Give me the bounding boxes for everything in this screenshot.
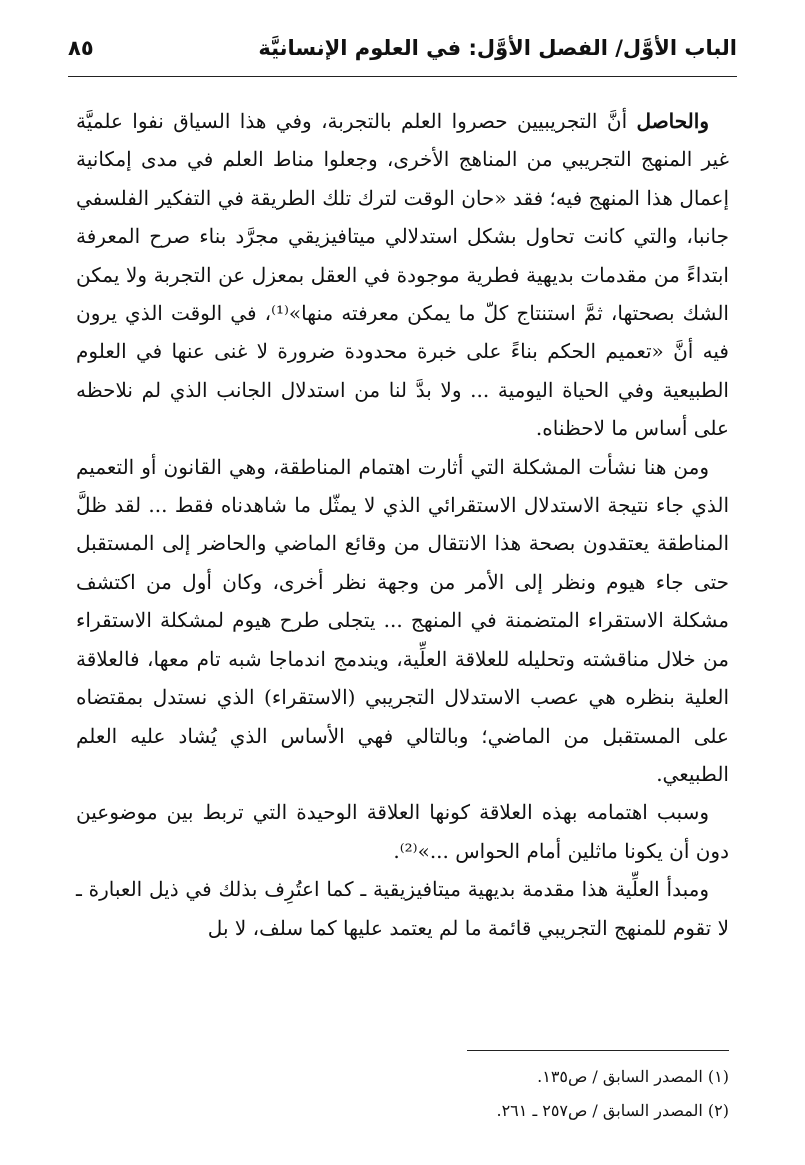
paragraph-2 bbox=[76, 448, 729, 794]
paragraph-text: ومن هنا نشأت المشكلة التي أثارت اهتمام المناطقة، وهي القانون أو التعميم الذي جاء نتيجة الاستدلال الاستقرائي الذي لا يمثّل ما شاهدناه فقط ... لقد ظلَّ المناطقة يعتقدون بصحة هذا الانتقال من وقائع الماضي والحاضر إلى المستقبل حتى جاء هيوم ونظر إلى الأمر من وجهة نظر أخرى، وكان أول من اكتشف مشكلة الاستقراء المتضمنة في المنهج ... يتجلى طرح هيوم لمشكلة الاستقراء من خلال مناقشته وتحليله للعلاقة العلِّية، ويندمج اندماجا شبه تام معها، فالعلاقة العلية بنظره هي عصب الاستدلال التجريبي (الاستقراء) الذي نستدل بمقتضاه على المستقبل من الماضي؛ وبالتالي فهي الأساس الذي يُشاد عليه العلم الطبيعي. bbox=[76, 454, 729, 786]
footnote-1: (١) المصدر السابق / ص١٣٥. bbox=[537, 1067, 729, 1086]
footnote-divider bbox=[467, 1050, 729, 1051]
running-header-title: الباب الأوَّل/ الفصل الأوَّل: في العلوم الإنسانيَّة bbox=[258, 36, 737, 60]
main-text bbox=[76, 102, 729, 947]
paragraph-text: ومبدأ العلِّية هذا مقدمة بديهية ميتافيزيقية ـ كما اعتُرِف بذلك في ذيل العبارة ـ لا تقوم للمنهج التجريبي قائمة ما لم يعتمد عليها كما سلف، لا بل bbox=[76, 877, 729, 940]
paragraph-text: وسبب اهتمامه بهذه العلاقة كونها العلاقة الوحيدة التي تربط بين موضوعين دون أن يكونا ماثلين أمام الحواس ...»⁽²⁾. bbox=[76, 800, 729, 863]
footnote-2: (٢) المصدر السابق / ص٢٥٧ ـ ٢٦١. bbox=[496, 1101, 729, 1120]
page-number: ٨٥ bbox=[68, 36, 94, 60]
paragraph-3 bbox=[76, 793, 729, 870]
paragraph-lead-word: والحاصل bbox=[636, 109, 709, 133]
paragraph-4 bbox=[76, 870, 729, 947]
running-header bbox=[68, 28, 737, 68]
paragraph-1 bbox=[76, 102, 729, 448]
footnotes bbox=[300, 1060, 729, 1128]
paragraph-text: أنَّ التجريبيين حصروا العلم بالتجربة، وفي هذا السياق نفوا علميَّة غير المنهج التجريبي من المناهج الأخرى، وجعلوا مناط العلم في مدى إمكانية إعمال هذا المنهج فيه؛ فقد «حان الوقت لترك تلك الطريقة في التفكير الفلسفي جانبا، والتي كانت تحاول بشكل استدلالي ميتافيزيقي مجرَّد بناء صرح المعرفة ابتداءً من مقدمات بديهية فطرية موجودة في العقل بمعزل عن التجربة ولا يمكن الشك بصحتها، ثمَّ استنتاج كلّ ما يمكن معرفته منها»⁽¹⁾، في الوقت الذي يرون فيه أنَّ «تعميم الحكم بناءً على خبرة محدودة ضرورة لا غنى عنها في العلوم الطبيعية وفي الحياة اليومية ... ولا بدَّ لنا من استدلال الجانب الذي لم نلاحظه على أساس ما لاحظناه. bbox=[76, 109, 729, 441]
header-divider bbox=[68, 76, 737, 77]
